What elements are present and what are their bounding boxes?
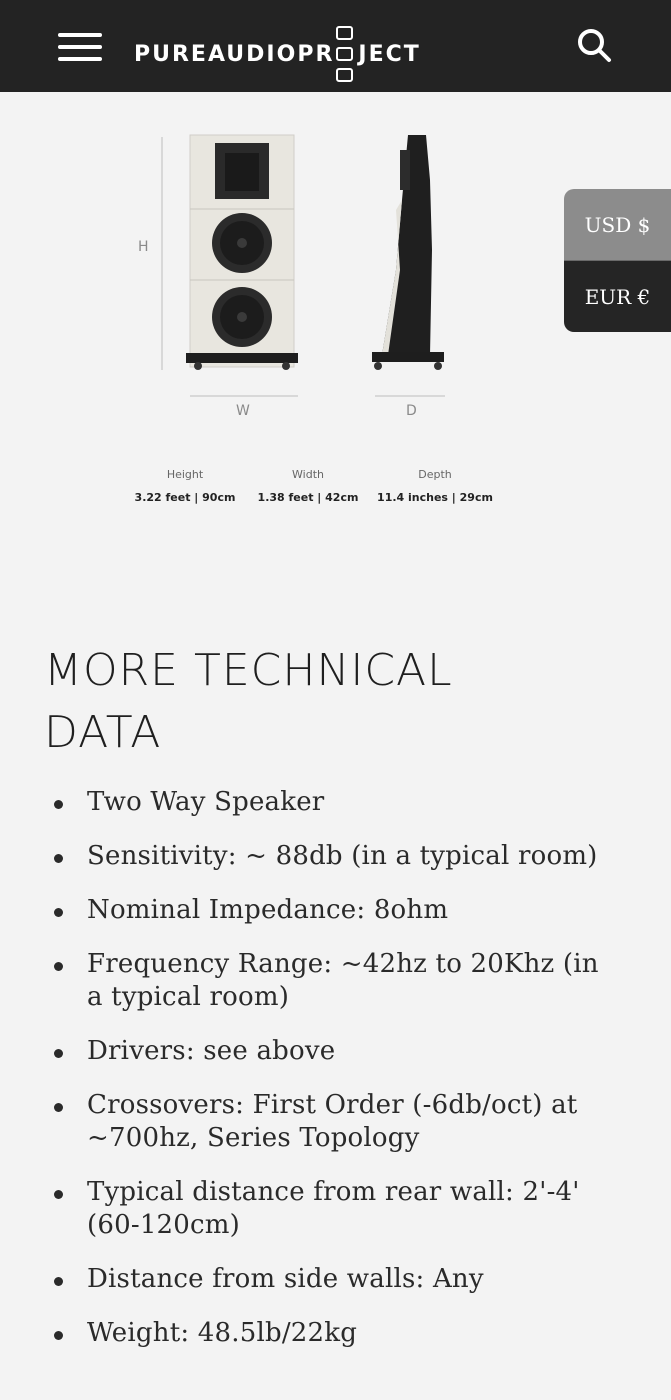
list-item: Typical distance from rear wall: 2'-4' (60-120cm) xyxy=(44,1176,604,1242)
list-item: Crossovers: First Order (-6db/oct) at ~700hz, Series Topology xyxy=(44,1089,604,1155)
currency-eur-button[interactable]: EUR € xyxy=(564,260,671,332)
list-item: Drivers: see above xyxy=(44,1035,604,1068)
dimension-summary xyxy=(120,468,520,528)
dimension-height-title: Height xyxy=(166,468,204,481)
list-item: Weight: 48.5lb/22kg xyxy=(44,1317,604,1350)
height-axis-label: H xyxy=(138,239,149,255)
list-item: Sensitivity: ~ 88db (in a typical room) xyxy=(44,840,604,873)
dimension-width-title: Width xyxy=(292,468,324,481)
dimension-depth xyxy=(370,468,500,504)
dimension-depth-value: 11.4 inches | 29cm xyxy=(377,491,493,504)
speaker-illustration xyxy=(130,120,490,430)
site-header xyxy=(0,0,671,92)
dimension-width-value: 1.38 feet | 42cm xyxy=(257,491,359,504)
technical-data-list xyxy=(44,786,604,1371)
list-item: Distance from side walls: Any xyxy=(44,1263,604,1296)
width-axis-label: W xyxy=(236,403,250,419)
speaker-side-view xyxy=(372,135,444,370)
list-item: Two Way Speaker xyxy=(44,786,604,819)
hamburger-menu-icon[interactable] xyxy=(58,31,102,63)
dimension-height-value: 3.22 feet | 90cm xyxy=(134,491,236,504)
logo-text-part2: JECT xyxy=(358,42,421,67)
currency-switcher xyxy=(564,189,671,332)
technical-data-heading: MORE TECHNICAL DATA xyxy=(44,645,453,758)
speaker-dimension-figure xyxy=(130,120,490,430)
site-logo[interactable] xyxy=(134,26,554,66)
search-icon[interactable] xyxy=(575,26,613,64)
dimension-depth-title: Depth xyxy=(418,468,452,481)
dimension-height xyxy=(120,468,250,504)
list-item: Frequency Range: ~42hz to 20Khz (in a typical room) xyxy=(44,948,604,1014)
currency-usd-button[interactable]: USD $ xyxy=(564,189,671,260)
list-item: Nominal Impedance: 8ohm xyxy=(44,894,604,927)
speaker-front-view xyxy=(186,135,298,370)
logo-mark-icon xyxy=(335,26,357,84)
dimension-width xyxy=(248,468,368,504)
logo-text-part1: PUREAUDIOPR xyxy=(134,42,335,67)
depth-axis-label: D xyxy=(406,403,417,419)
